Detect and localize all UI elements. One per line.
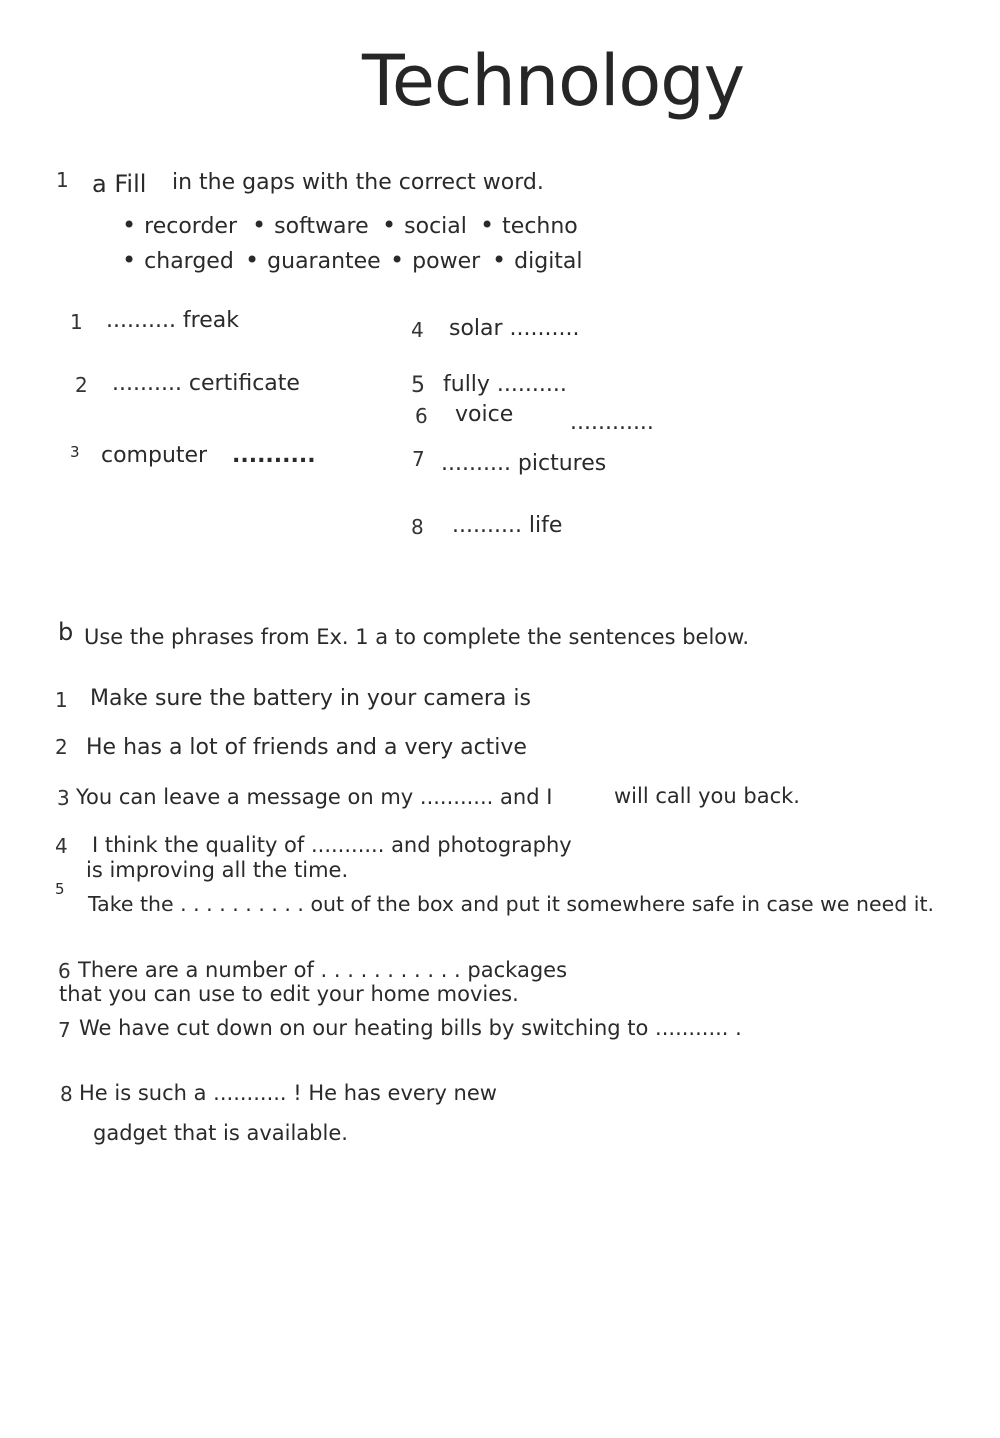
- item-number: 1: [70, 310, 83, 334]
- word-bank-item: • guarantee: [245, 249, 381, 274]
- sentence-number: 8: [60, 1082, 73, 1106]
- item-number: 7: [412, 447, 425, 471]
- item-number: 5: [411, 373, 425, 398]
- sentence: Take the . . . . . . . . . . out of the box and put it somewhere safe in case we need it.: [88, 892, 935, 916]
- item-number: 3: [70, 443, 80, 461]
- gap-item: solar ..........: [449, 316, 580, 341]
- gap-dots: ............: [570, 410, 654, 435]
- gap-dots: ..........: [232, 443, 316, 468]
- exercise-instruction-a: a Fill: [92, 170, 147, 198]
- sentence-line-2: gadget that is available.: [93, 1121, 348, 1145]
- gap-item: voice: [455, 402, 514, 427]
- gap-item: fully ..........: [443, 372, 567, 397]
- item-number: 8: [411, 515, 424, 539]
- gap-item: .......... certificate: [112, 371, 300, 396]
- sentence: I think the quality of ........... and photography: [92, 833, 572, 857]
- word-bank-item: • techno: [480, 214, 578, 239]
- sentence-number: 1: [55, 688, 68, 712]
- gap-item: .......... pictures: [441, 451, 607, 476]
- sentence: We have cut down on our heating bills by switching to ........... .: [79, 1016, 742, 1040]
- exercise-number: 1: [56, 168, 69, 192]
- item-number: 4: [411, 318, 424, 342]
- exercise-instruction: Use the phrases from Ex. 1 a to complete the sentences below.: [84, 625, 750, 649]
- sentence-line-2: is improving all the time.: [86, 858, 349, 882]
- sentence-number: 6: [58, 959, 71, 983]
- exercise-letter: b: [58, 618, 74, 646]
- exercise-instruction: in the gaps with the correct word.: [172, 170, 544, 195]
- sentence-line-2: that you can use to edit your home movies.: [59, 982, 519, 1006]
- sentence-number: 4: [55, 834, 68, 858]
- sentence: There are a number of . . . . . . . . . . . packages: [78, 958, 568, 982]
- gap-item: .......... life: [452, 513, 563, 538]
- sentence-number: 7: [58, 1018, 71, 1042]
- page-title: Technology: [362, 40, 745, 122]
- item-number: 6: [415, 404, 428, 428]
- sentence-number: 5: [55, 880, 65, 898]
- sentence: He is such a ........... ! He has every new: [79, 1081, 497, 1105]
- word-bank-item: • social: [382, 214, 467, 239]
- word-bank-item: • power: [390, 249, 480, 274]
- word-bank-item: • charged: [122, 249, 234, 274]
- sentence-number: 2: [55, 735, 68, 759]
- sentence: He has a lot of friends and a very active: [86, 735, 527, 760]
- sentence: Make sure the battery in your camera is: [90, 686, 531, 711]
- word-bank-item: • software: [252, 214, 369, 239]
- sentence-continued: will call you back.: [614, 784, 800, 808]
- sentence: You can leave a message on my ........... and I: [76, 785, 553, 809]
- item-number: 2: [75, 373, 88, 397]
- gap-item: computer: [101, 443, 208, 468]
- gap-item: .......... freak: [106, 308, 239, 333]
- word-bank-item: • digital: [492, 249, 583, 274]
- sentence-number: 3: [57, 786, 70, 810]
- word-bank-item: • recorder: [122, 214, 237, 239]
